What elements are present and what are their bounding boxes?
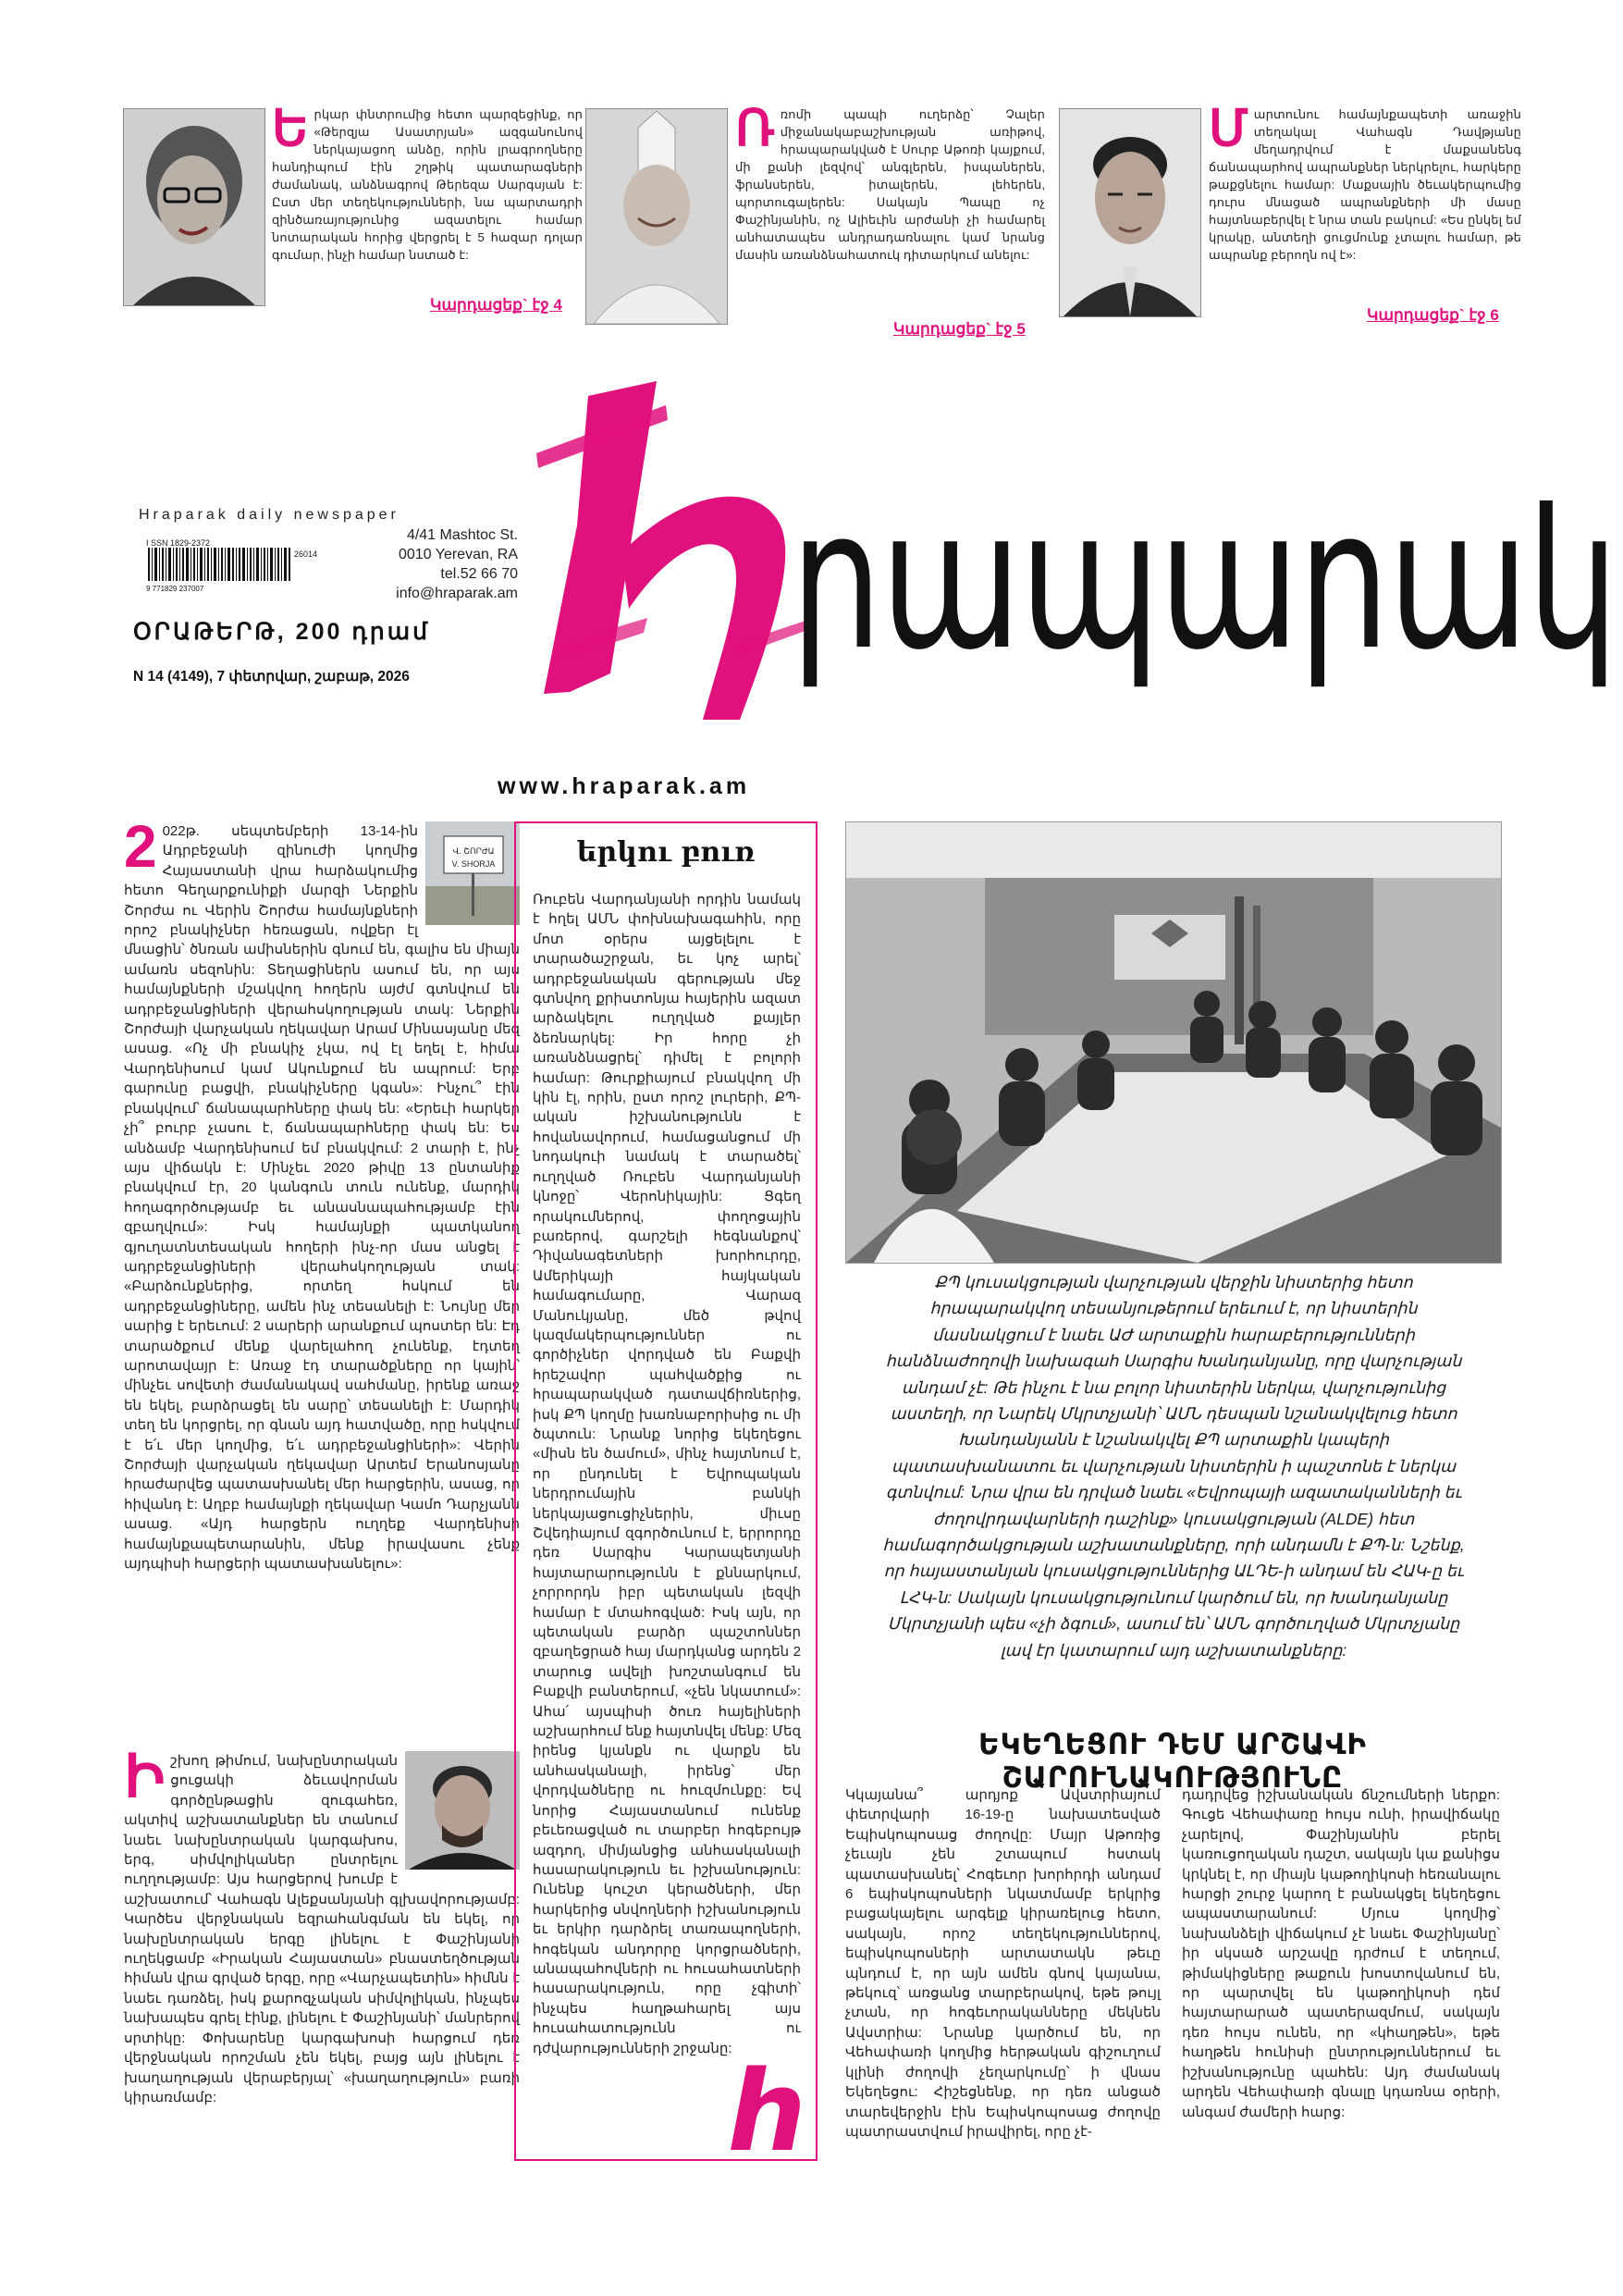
readmore-link-1[interactable]: Կարդացեք` էջ 4 xyxy=(430,296,562,314)
column-title: երկու բուռ xyxy=(576,836,756,869)
masthead-logo xyxy=(425,368,1617,747)
teaser-dropcap-2: Ռ xyxy=(735,101,775,156)
church-text-1: Կկայանա՞ արդյոք Ավստրիայում փետրվարի 16-19-ը նախատեսված Եպիսկոպոսաց ժողովը: Մայր Աթոռից չեւայն չեն շտապում հստակ պատասխանել՝ Հոգեւոր խորհրդի անդամ 6 եպիսկոպոսների նկատմամբ երկրից բացակայելու արգելք կիրառելուց հետո, սակայն, որոշ տեղեկություններով, եպիսկոպոսների արտատակն թեւը պնդում է, որ այն ամեն գնով կայանա, թեկուզ՝ առցանց տարբերակով, եթե թույլ չտան, որ հոգեւորականները մեկնեն Ավստրիա: Նրանք կարծում են, որ Վեհափառի կողմից հերթական գիշուղում կլինի ժողովի չեղարկումը՝ ի վնաս Եկեղեցու: Հիշեցնենք, որ դեռ անցած տարեվերջին էին Եպիսկոպոսաց ժողովը պատրաստվում իրավիրել, որը չէ- xyxy=(845,1787,1161,2140)
teaser-photo-official xyxy=(1059,108,1201,317)
barcode-bars xyxy=(146,548,294,588)
article-body: 022թ. սեպտեմբերի 13-14-ին Ադրբեջանի զինուժի կողմից Հայաստանի վրա հարձակումից հետո Գեղարքունիքի մարզի Ներքին Շորժա ու Վերին Շորժա համայնքների որոշ բնակիչներ հեռացան, ովքեր էլ մնացին՝ ծնռան ամիսներին գնում են, գալիս են միայն ամառն սեզոնին: Տեղացիներն ասում են, որ այս համայնքների մշակվող հողերն այժմ գտնվում են ադրբեջանցիների վերահսկողության տակ: Ներքին Շորժայի վարչական ղեկավար Արամ Մինասյանը մեզ ասաց. «Ոչ մի բնակիչ չկա, ով էլ եղել է, հիմա Վարդենիսում կամ Ակունքում են ապրում: Երբ գարունը բացվի, բնակիչները կգան»: Ինչու՞ էին բնակվում՝ ճանապարհները փակ են: «Երեւի հարկեր չի՞ բուրբ չասու է, ճանապարհները փակ են: Ես անձամբ Վարդենիսում եմ բնակվում: 2 տարի է, ինչ այս վիճակն է: Մինչեւ 2020 թիվը 13 ընտանիք բնակվում էր, 20 կանգուն տուն ունենք, մարդիկ հողագործությամբ եւ անասնապահությամբ էին զբաղվում»: Իսկ համայնքի պատկանող գյուղատնտեսական հողերի ինչ-որ մաս անցել է ադրբեջանցիների վերահսկողության տակ: «Բարձունքներից, որտեղ հսկում են ադրբեջանցիները, ամեն ինչ տեսանելի է: Նույնը մեր սարից է երեւում: 2 սարերի արանքում պոստեր են: Էդ տարածքում մենք վարելահող չունենք, էդտեղ արոտավայր է: Առաջ էդ տարածքները որ կային՝ մինչեւ սովետի ժամանակավ սահմանը, իրենք առաջ են եկել, բարձրացել են սարը՝ տեսանելի է: Մարդիկ տեղ են կորցրել, որ գնան այդ հատվածը, որը հսկվում է ե՛ւ մեր կողմից, ե՛ւ ադրբեջանցիների»: Վերին Շորժայի վարչական ղեկավար Արտեմ Երանոսյանը հրաժարվեց պատասխանել մեր հարցերին, ասաց, որ հիվանդ է: Աղբբ համայնքի ղեկավար Կամո Դարչյանն ասաց. «Այդ հարցերն ուղղեք Վարդենիսի համայնքապետարանին, մենք իրավասու չենք այդպիսի հարցերի պատասխանելու»: xyxy=(124,823,520,1573)
address-line: 0010 Yerevan, RA xyxy=(399,547,518,562)
readmore-link-2[interactable]: Կարդացեք` էջ 5 xyxy=(893,320,1026,338)
column-box xyxy=(514,821,818,2177)
teaser-body-1: րկար փնտրումից հետո պարզեցինք, որ «Թերզյա Ասատրյան» ազգանունով ներկայացող անձը, որին լրագրողները հանդիպում էին շղթիկ պատարագների ժամանակ, անձնագրով Թերեզա Սարգսյան է: Ըստ մեր տեղեկությունների, նա պարտադրի զինծառայությունից ազատելու համար նոտարական հորից վերցրել է 5 հազար դոլար գումար, ինչի համար նստած է: xyxy=(272,107,583,262)
teaser-text-3 xyxy=(1209,101,1521,264)
article-dropcap: Ի xyxy=(124,1743,166,1809)
left-article-2 xyxy=(124,1743,520,2107)
left-article-1 xyxy=(124,813,520,1574)
issue-line: N 14 (4149), 7 փետրվար, շաբաթ, 2026 xyxy=(133,669,410,685)
article-photo-man xyxy=(405,1751,520,1870)
logo-wordmark: րապարակ xyxy=(791,469,1617,693)
address-line: tel.52 66 70 xyxy=(440,566,518,582)
website-url[interactable]: www.hraparak.am xyxy=(498,773,751,799)
church-col-2 xyxy=(1182,1785,1500,2122)
teaser-text-1 xyxy=(272,101,583,264)
sign-text-1: Վ. ՇՈՐԺԱ xyxy=(452,846,495,856)
church-text-2: դադրվեց իշխանական ճնշումների ներքո: Գուցե Վեհափառը հույս ունի, իրավիճակը չարելով, Փաշինյանին բերել կառուցողական դաշտ, սակայն կա քանիցս կրկնել է, որ միայն կաթողիկոսի հեռանալու հարցի շուրջ կարող է բանակցել եկեղեցու ապաստարանում: Մյուս կողմից՝ նախանձելի վիճակում չէ նաեւ Փաշինյանը՝ իր սկսած արշավը դրժում է տեղում, թիմակիցները թաքուն խոստովանում են, որ պարտվել են կաթողիկոսի դեմ հայտարարած պատերազմում, սակայն դեռ հույս ունեն, որ «կհաղթեն», եթե հաղթեն հունիսի ընտրություններում եւ իշխանությունը պահեն: Այդ ժամանակ արդեն Վեհափառի գնալը կդառնա օրերի, անգամ ժամերի հարց: xyxy=(1182,1787,1500,2120)
email: info@hraparak.am xyxy=(396,586,518,601)
readmore-link-3[interactable]: Կարդացեք` էջ 6 xyxy=(1367,306,1499,324)
teaser-body-3: արտունու համայնքապետի առաջին տեղակալ Վահագն Դավթյանը մեղադրվում է մաքսանենգ ճանապարհով ապրանքներ ներկրելու, հարկերը թաքցնելու համար: Մաքսային ծեւակերպումից դուրս մնացած ապրանքների մի մասը հայտնաբերվել է նրա տան բակում: «Ես ընկել եմ կրակը, անտեղի ցուցմունք չտալու համար, թե ապրանք բերողն ով է»: xyxy=(1209,107,1521,262)
teaser-photo-cardinal xyxy=(585,108,728,325)
price-label: ՕՐԱԹԵՐԹ, 200 դրամ xyxy=(133,619,430,645)
article-dropcap: 2 xyxy=(124,813,157,880)
issn-label: I SSN 1829-2372 xyxy=(146,538,211,548)
sign-text-2: V. SHORJA xyxy=(451,859,496,869)
teaser-photo-woman xyxy=(123,108,265,306)
church-col-1 xyxy=(845,1785,1161,2142)
teaser-dropcap-1: Ե xyxy=(272,101,309,156)
barcode xyxy=(146,538,327,596)
barcode-number: 9 771829 237007 xyxy=(146,585,204,593)
teaser-dropcap-3: Մ xyxy=(1209,101,1248,156)
teaser-body-2: ռոմի պապի ուղերձը՝ Չալեր միջանակաբաշխության առիթով, հրապարակված է Սուրբ Աթոռի կայքում, մի քանի լեզվով՝ անգլերեն, իսպաներեն, ֆրանսերեն, իտալերեն, լեհերեն, պորտուգալերեն: Սակայն Պապը ոչ Փաշինյանին, ոչ Ալիեւին արժանի չի համարել անհատապես անդրադառնալու կամ նրանց մասին առանձնահատուկ դիտարկում անելու: xyxy=(735,107,1045,262)
column-logo-mark: հ xyxy=(727,2048,806,2177)
road-sign-photo xyxy=(425,821,520,925)
address-line: 4/41 Mashtoc St. xyxy=(406,527,518,543)
teaser-text-2 xyxy=(735,101,1045,264)
column-body xyxy=(533,890,801,2058)
meeting-photo xyxy=(845,821,1502,1264)
barcode-code: 26014 xyxy=(294,549,318,559)
daily-label: Hraparak daily newspaper xyxy=(139,507,400,523)
column-text: Ռուբեն Վարդանյանի որդին նամակ է հղել ԱՄՆ փոխնախագահին, որը մոտ օրերս այցելելու է տարածաշրջան, եւ կոչ արել՝ ադրբեջանական գերության մեջ գտնվող քրիստոնյա հայերին ազատ արձակելու ուղղված քայլեր ձեռնարկել: Իր հորը չի առանձնացրել՝ դիմել է բոլորի համար: Թուրքիայում բնակվող մի կին էլ, որին, ըստ որոշ լուրերի, ՔՊ-ական իշխանությունն է հովանավորում, համացանցում մի նոդակուի նամակ է տարածել՝ ուղղված Ռուբեն Վարդանյանի կնոջը՝ Վերոնիկային: Ցգեղ որակումներով, փողոցային բառերով, գարշելի հեգնանքով՝ Դիվանագետների խորհուրդը, Ամերիկայի հայկական համագումարը, Վարազ Մանուկյանը, մեծ թվով կազմակերպություններ ու գործիչներ վորդված են Բաքվի հրեշավոր պահվածքից ու հրապարակված դատավճիռներից, իսկ ՔՊ կողմը խառնաբորիսից ու մի ծպտուն: Նրանք նորից եկեղեցու «միսն են ծամում», մինչ հայտնում է, որ ընդունել է Եվրոպական ներդրումային բանկի ներկայացուցիչներին, միւսը Շվեդիայում զգործունում է, երրորդը դեռ Սարգիս Կարապետյանի հայտարարությունն է քննարկում, չորրորդն իբր պետական լեզվի համար է մտահոգված: Իսկ այն, որ պետական բարձր պաշտոններ զբաղեցրած հայ մարդկանց արդեն 2 տարուց ավելի խոշտանգում են Բաքվի բանտերում, «չեն նկատում»: Ահա՛ այսպիսի ծուռ հայելիների աշխարհում ենք հայտնվել մենք: Մեզ իրենց կյանքն ու վարքն են անհասկանալի, իրենց՝ մեր վորդվածները ու հուզմունքը: Եվ նորից Հայաստանում ունենք բեւեռացված ու տարբեր հոգեբույթ ազդող, միմյանցից անհասկանալի հասարակություն եւ իշխանություն: Ունենք կուշտ կերածների, մեր հարկերից սնվողների իշխանություն եւ երկիր դարձրել տառապողների, հոգեկան անդորրը կորցրածների, անապահովների ու հուսահատների հասարակություն, որը չգիտի՝ ինչպես հաղթահարել այս հուսահատությունն ու դժվարությունների շրջանը: xyxy=(533,892,801,2056)
photo-caption: ՔՊ կուսակցության վարչության վերջին նիստերից հետո հրապարակվող տեսանյութերում երեւում է, որ նիստերին մասնակցում է նաեւ ԱԺ արտաքին հարաբերությունների հանձնաժողովի նախագահ Սարգիս Խանդանյանը, որը վարչության անդամ չէ: Թե ինչու է նա բոլոր նիստերին ներկա, վարչությունից աստեղի, որ Նարեկ Մկրտչյանի՝ ԱՄՆ դեսպան նշանակվելուց հետո Խանդանյանն է նշանակվել ՔՊ արտաքին կապերի պատասխանատու եւ վարչության նիստերին ի պաշտոնե է ներկա գտնվում: Նրա վրա են դրված նաեւ «Եվրոպայի ազատականների եւ ժողովրդավարների դաշինք» կուսակցության (ALDE) հետ համագործակցության աշխատանքները, որի անդամն է ՔՊ-ն: Նշենք, որ հայաստանյան կուսակցություններից ԱԼԴԵ-ի անդամ են ՀԱԿ-ը եւ ԼՀԿ-ն: Սակայն կուսակցությունում կարծում են, որ Խանդանյանը Մկրտչյանի պես «չի ձգում», ասում են՝ ԱՄՆ գործուղված Մկրտչյանը լավ էր կատարում այդ աշխատանքները: xyxy=(882,1273,1465,1660)
article-body: շխող թիմում, նախընտրական ցուցակի ձեւավորման գործընթացին զուգահեռ, ակտիվ աշխատանքներ են տանում նաեւ նախընտրական կարգախոս, երգ, սիմվոլիկաներ ընտրելու ուղղությամբ: Այս հարցերով խումբ է աշխատում՝ Վահագն Ալեքսանյանի գլխավորությամբ: Կարծես վերջնական եզրահանգման են եկել, որ նախընտրական երգը լինելու է Փաշինյանի ուղեկցամբ «Իրական Հայաստան» բնաստեղծության հիման վրա գրված երգը, որը «Վարչապետին» հիմնն է նաեւ դառձել, իսկ քարոզչական սիմվոլիկան, ինչպես նախապես գրել էինք, լինելու է Փաշինյանի՝ մանրերով սրտիկը: Փոխարենը կարգախոսի հարցում դեռ վերջնական որոշման չեն եկել, բայց այն լինելու է խաղաղության վերաբերյալ՝ «խաղաղություն» բառի կիրառմամբ: xyxy=(124,1753,520,2105)
church-headline: ԵԿԵՂԵՑՈՒ ԴԵՄ ԱՐՇԱՎԻ ՇԱՐՈՒՆԱԿՈՒԹՅՈՒՆԸ xyxy=(977,1728,1368,1795)
